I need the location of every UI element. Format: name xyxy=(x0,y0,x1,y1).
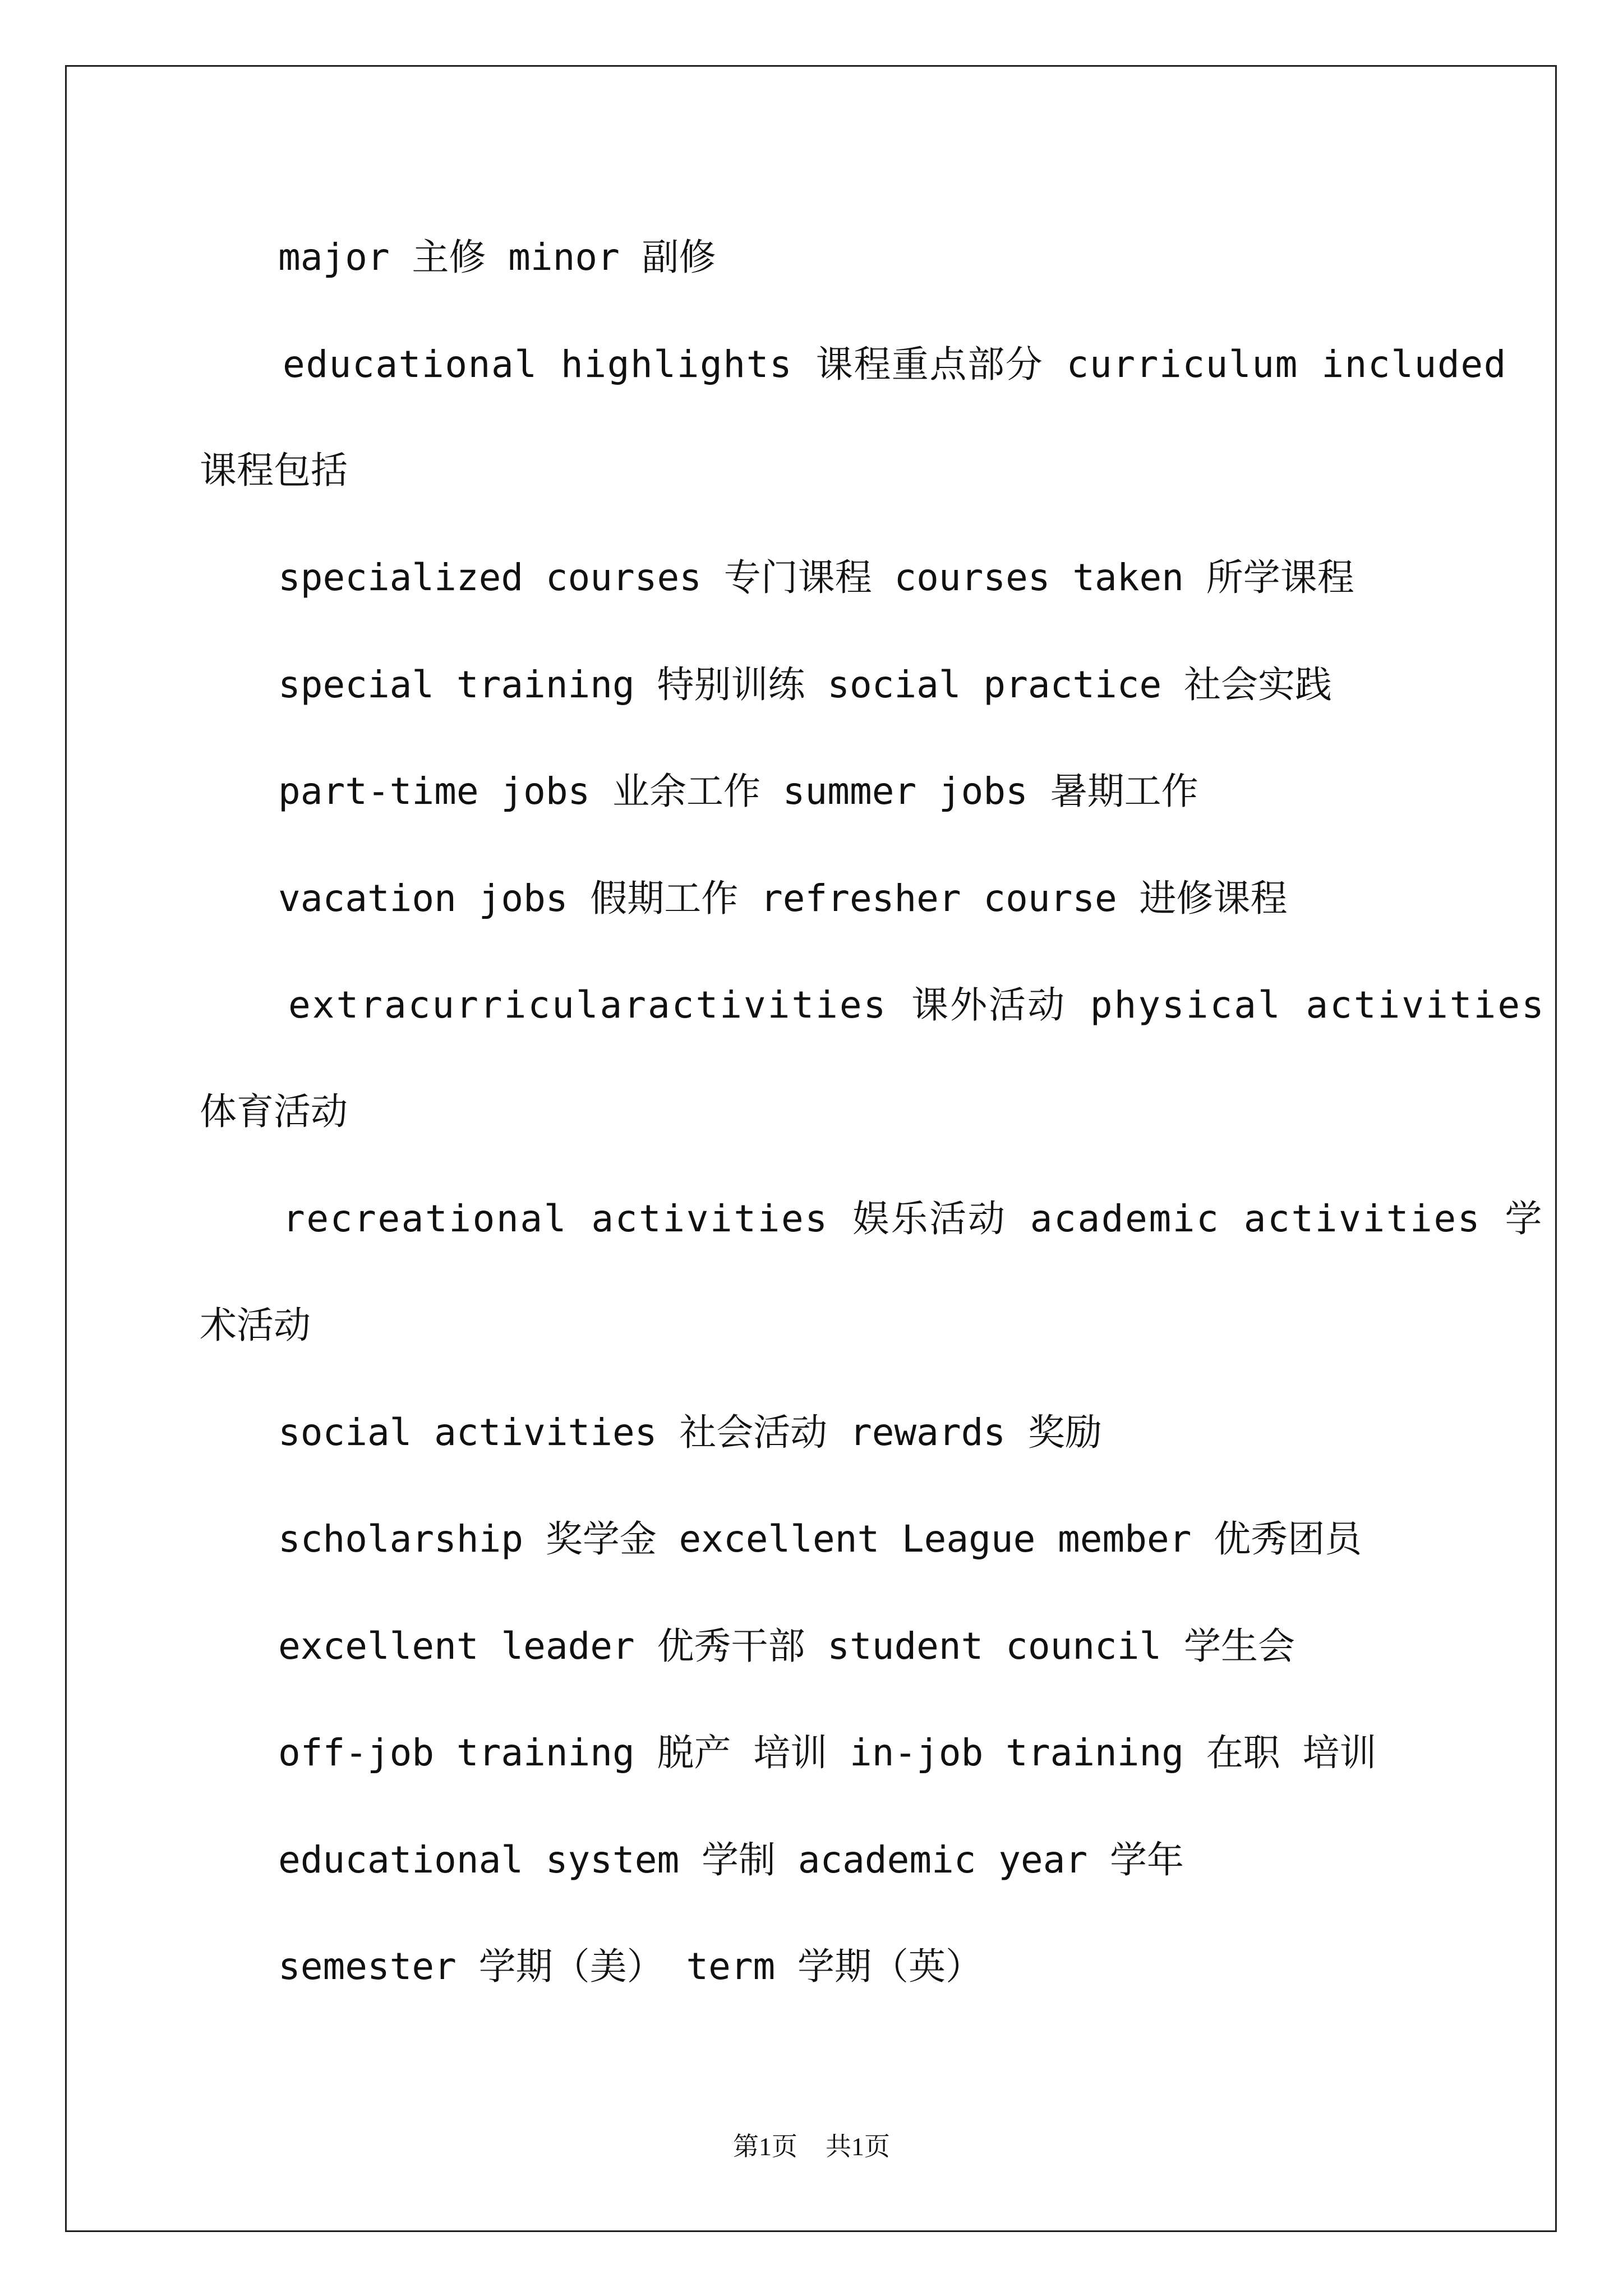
page-border xyxy=(65,65,1557,2232)
text-line: 体育活动 xyxy=(200,1090,348,1133)
text-line: excellent leader 优秀干部 student council 学生会 xyxy=(278,1625,1295,1668)
text-line: special training 特别训练 social practice 社会实践 xyxy=(278,663,1332,706)
text-line: scholarship 奖学金 excellent League member 优秀团员 xyxy=(278,1517,1362,1561)
text-line: extracurricularactivities 课外活动 physical activities xyxy=(288,983,1546,1027)
page-number: 第1页 xyxy=(733,2132,797,2161)
text-line: major 主修 minor 副修 xyxy=(278,236,716,279)
text-line: educational system 学制 academic year 学年 xyxy=(278,1838,1184,1881)
page-total: 共1页 xyxy=(826,2132,890,2161)
text-line: educational highlights 课程重点部分 curriculum included xyxy=(283,343,1507,386)
text-line: 课程包括 xyxy=(200,449,348,492)
text-line: social activities 社会活动 rewards 奖励 xyxy=(278,1411,1102,1454)
text-line: vacation jobs 假期工作 refresher course 进修课程 xyxy=(278,877,1288,920)
text-line: 术活动 xyxy=(200,1304,311,1347)
text-line: recreational activities 娱乐活动 academic activities 学 xyxy=(283,1197,1544,1240)
text-line: semester 学期（美） term 学期（英） xyxy=(278,1945,983,1988)
page-footer xyxy=(0,2126,1623,2163)
text-line: off-job training 脱产 培训 in-job training 在职 培训 xyxy=(278,1731,1377,1774)
text-line: part-time jobs 业余工作 summer jobs 暑期工作 xyxy=(278,770,1198,813)
text-line: specialized courses 专门课程 courses taken 所学课程 xyxy=(278,556,1354,599)
